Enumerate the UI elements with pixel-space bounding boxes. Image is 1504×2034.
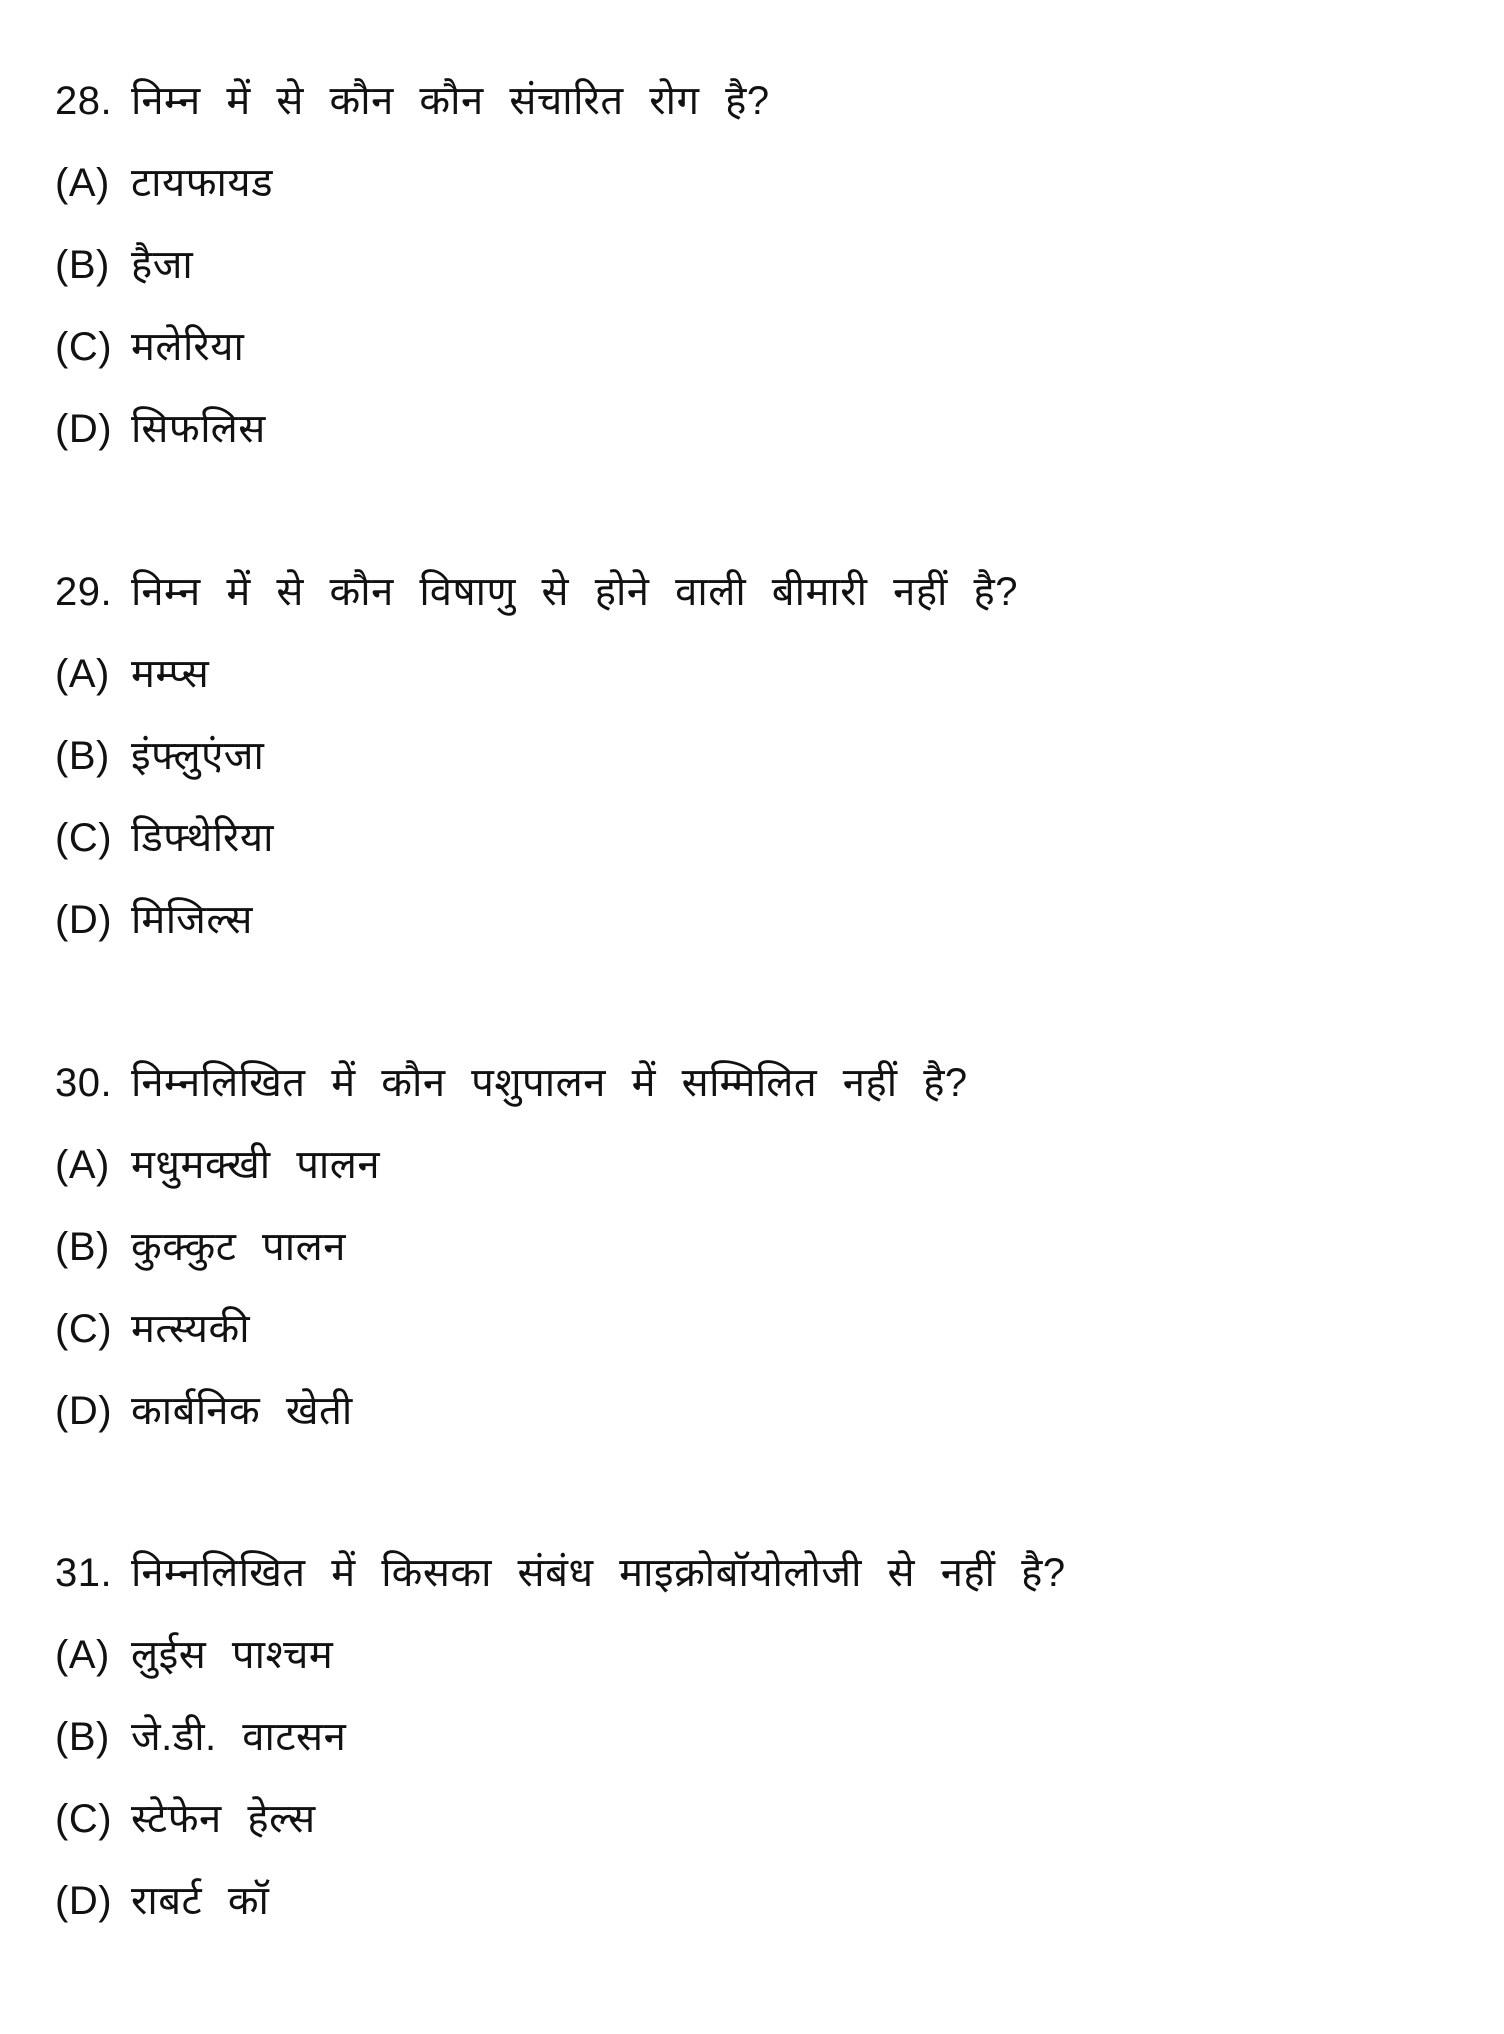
option-text: मधुमक्खी पालन (131, 1143, 381, 1187)
option-text: मत्स्यकी (131, 1307, 251, 1351)
option-b (55, 715, 1455, 797)
option-a (55, 633, 1455, 715)
option-label: (A) (55, 161, 110, 205)
question-number: 30. (55, 1061, 113, 1105)
question-stem (55, 60, 1455, 142)
option-text: इंफ्लुएंजा (131, 734, 265, 778)
option-label: (D) (55, 1879, 113, 1923)
option-label: (C) (55, 816, 113, 860)
option-label: (C) (55, 1797, 113, 1841)
question-31 (55, 1532, 1455, 1942)
question-stem (55, 1042, 1455, 1124)
option-b (55, 224, 1455, 306)
question-number: 29. (55, 570, 113, 614)
question-stem (55, 1532, 1455, 1614)
option-d (55, 388, 1455, 470)
option-label: (B) (55, 734, 110, 778)
option-text: डिफ्थेरिया (131, 816, 274, 860)
option-d (55, 879, 1455, 961)
question-text: निम्नलिखित में किसका संबंध माइक्रोबॉयोलोजी से नहीं है? (131, 1551, 1066, 1595)
option-label: (B) (55, 1715, 110, 1759)
option-label: (D) (55, 898, 113, 942)
option-text: मिजिल्स (131, 898, 253, 942)
option-label: (B) (55, 1225, 110, 1269)
option-text: स्टेफेन हेल्स (131, 1797, 316, 1841)
question-30 (55, 1042, 1455, 1452)
option-c (55, 797, 1455, 879)
question-29 (55, 551, 1455, 961)
option-text: जे.डी. वाटसन (131, 1715, 347, 1759)
question-text: निम्न में से कौन विषाणु से होने वाली बीमारी नहीं है? (131, 570, 1019, 614)
option-text: राबर्ट कॉ (131, 1879, 270, 1923)
question-text: निम्न में से कौन कौन संचारित रोग है? (131, 79, 770, 123)
option-text: हैजा (131, 243, 194, 287)
option-a (55, 1124, 1455, 1206)
option-d (55, 1860, 1455, 1942)
question-28 (55, 60, 1455, 470)
option-label: (C) (55, 1307, 113, 1351)
option-text: मलेरिया (131, 325, 245, 369)
option-c (55, 1778, 1455, 1860)
option-b (55, 1206, 1455, 1288)
option-text: कार्बनिक खेती (131, 1389, 353, 1433)
question-number: 31. (55, 1551, 113, 1595)
question-number: 28. (55, 79, 113, 123)
question-text: निम्नलिखित में कौन पशुपालन में सम्मिलित नहीं है? (131, 1061, 968, 1105)
option-label: (C) (55, 325, 113, 369)
option-c (55, 306, 1455, 388)
option-label: (D) (55, 1389, 113, 1433)
option-label: (A) (55, 652, 110, 696)
option-d (55, 1370, 1455, 1452)
option-label: (A) (55, 1143, 110, 1187)
option-label: (B) (55, 243, 110, 287)
option-text: टायफायड (131, 161, 274, 205)
option-a (55, 142, 1455, 224)
question-stem (55, 551, 1455, 633)
option-label: (A) (55, 1633, 110, 1677)
option-text: मम्प्स (131, 652, 210, 696)
option-b (55, 1696, 1455, 1778)
option-text: लुईस पाश्चम (131, 1633, 334, 1677)
option-label: (D) (55, 407, 113, 451)
option-text: कुक्कुट पालन (131, 1225, 346, 1269)
option-text: सिफलिस (131, 407, 266, 451)
option-a (55, 1614, 1455, 1696)
option-c (55, 1288, 1455, 1370)
